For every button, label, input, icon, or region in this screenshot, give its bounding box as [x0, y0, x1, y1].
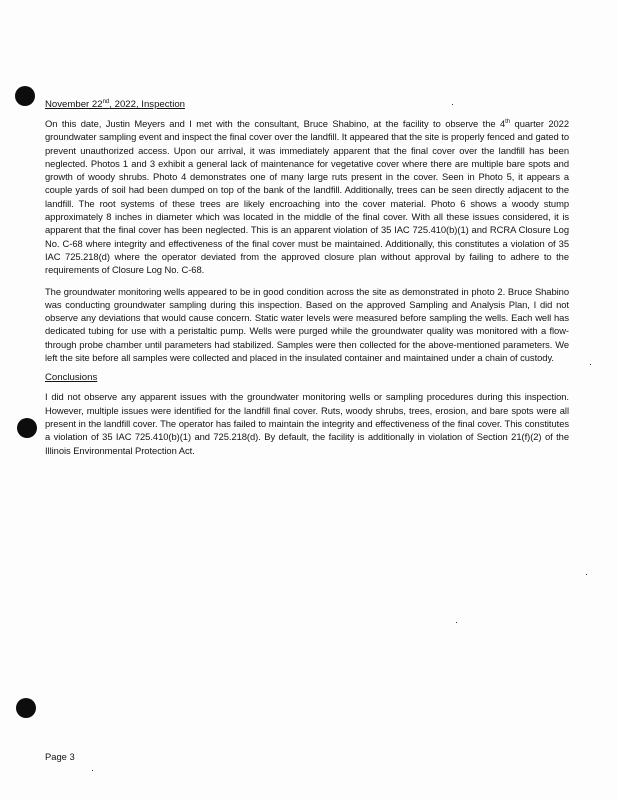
inspection-date-rest: , 2022, Inspection	[109, 99, 186, 110]
inspection-paragraph	[45, 117, 569, 277]
quarter-ordinal-suffix: th	[505, 118, 511, 125]
conclusions-paragraph: I did not observe any apparent issues with the groundwater monitoring wells or sampling procedures during this inspection. However, multiple issues were identified for the landfill final cover. Ruts, woody shrubs, trees, erosion, and bare spots were all present in the landfill cover. The operator has failed to maintain the integrity and effectiveness of the final cover. This constitutes a violation of 35 IAC 725.410(b)(1) and 725.218(d). By default, the facility is additionally in violation of Section 21(f)(2) of the Illinois Environmental Protection Act.	[45, 391, 569, 456]
scan-speck	[586, 574, 587, 575]
groundwater-paragraph: The groundwater monitoring wells appeared to be in good condition across the site as demonstrated in photo 2. Bruce Shabino was conducting groundwater sampling during this inspection. Based on the approved Sampling and Analysis Plan, I did not observe any deviations that would cause concern. Static water levels were measured before sampling the wells. Each well has dedicated tubing for use with a peristaltic pump. Wells were purged while the groundwater quality was monitored with a flow-through probe chamber until parameters had stabilized. Samples were then collected for the above-mentioned parameters. We left the site before all samples were collected and placed in the insulated container and maintained under a chain of custody.	[45, 285, 569, 364]
inspection-date-suffix: nd	[102, 98, 110, 105]
inspection-heading	[45, 98, 569, 111]
inspection-date-prefix: November 22	[45, 99, 103, 110]
binder-hole-bottom	[16, 698, 36, 718]
page-number: Page 3	[45, 751, 75, 762]
binder-hole-top	[15, 86, 35, 106]
scan-speck	[92, 770, 93, 771]
document-body	[45, 98, 569, 465]
conclusions-heading: Conclusions	[45, 372, 98, 384]
binder-hole-middle	[17, 418, 37, 438]
inspection-paragraph-rest: quarter 2022 groundwater sampling event and inspect the final cover over the landfill. It appeared that the site is properly fenced and gated to prevent unauthorized access. Upon our arrival, it was immediately apparent that the final cover over the landfill has been neglected. Photos 1 and 3 exhibit a general lack of maintenance for vegetative cover where there are multiple bare spots and growth of woody shrubs. Photo 4 demonstrates one of many large ruts present in the cover. Seen in Photo 5, it appears a couple yards of soil had been dumped on top of the bank of the landfill. Additionally, trees can be seen directly adjacent to the landfill. The root systems of these trees are likely encroaching into the cover material. Photo 6 shows a woody stump approximately 8 inches in diameter which was located in the middle of the final cover. With all these issues considered, it is apparent that the final cover has been neglected. This is an apparent violation of 35 IAC 725.410(b)(1) and RCRA Closure Log No. C-68 where integrity and effectiveness of the final cover must be maintained. Additionally, this constitutes a violation of 35 IAC 725.218(d) where the operator deviated from the approved closure plan without approval by failing to adhere to the requirements of Closure Log No. C-68.	[45, 118, 569, 276]
inspection-paragraph-start: On this date, Justin Meyers and I met with the consultant, Bruce Shabino, at the facility to observe the 4	[45, 118, 506, 129]
scan-speck	[590, 364, 591, 365]
scan-speck	[456, 622, 457, 623]
